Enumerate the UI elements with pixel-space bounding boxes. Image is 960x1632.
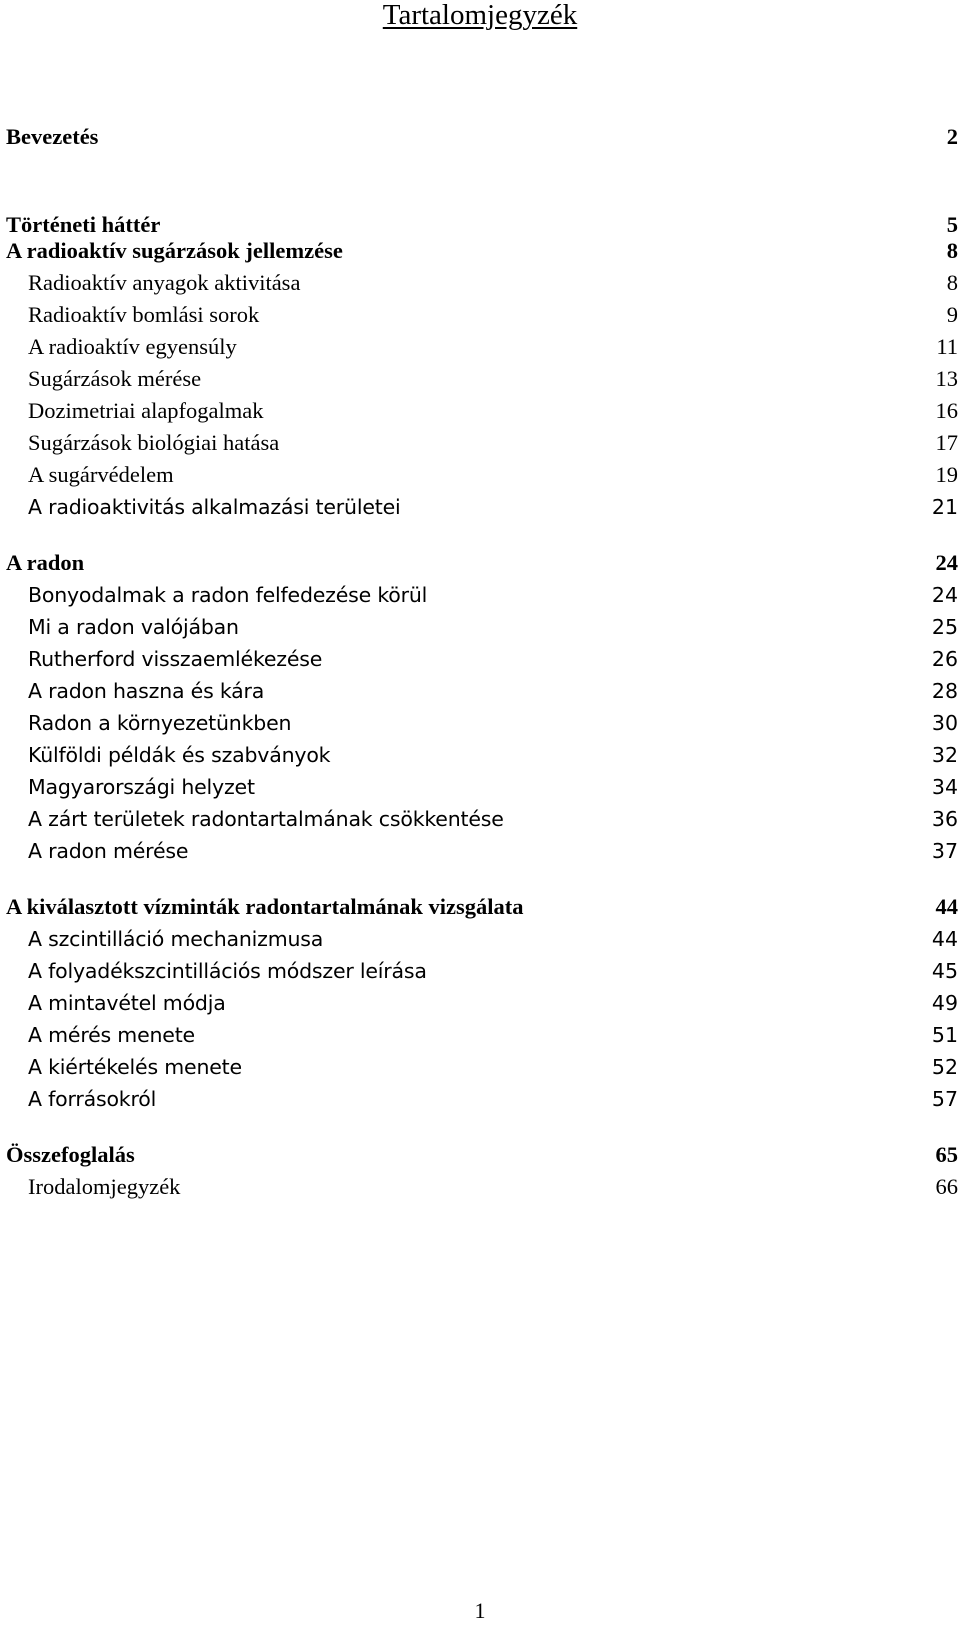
toc-entry-page-number: 2 — [946, 124, 958, 149]
toc-section-entry[interactable] — [0, 235, 960, 267]
toc-entry-label: A radioaktivitás alkalmazási területei — [28, 495, 401, 519]
toc-entry-page-number: 17 — [935, 430, 958, 455]
toc-entry-label: A radioaktív sugárzások jellemzése — [6, 238, 343, 263]
toc-entry-page-number: 30 — [931, 711, 958, 735]
toc-entry-label: Bevezetés — [6, 124, 99, 149]
toc-entry-label: Mi a radon valójában — [28, 615, 239, 639]
toc-entry-label: Történeti háttér — [6, 212, 161, 237]
toc-entry-label: Magyarországi helyzet — [28, 775, 255, 799]
toc-subsection-entry[interactable] — [0, 771, 960, 803]
toc-entry-label: A sugárvédelem — [28, 462, 174, 487]
toc-subsection-entry[interactable] — [0, 675, 960, 707]
toc-entry-page-number: 34 — [931, 775, 958, 799]
page-title: Tartalomjegyzék — [382, 0, 578, 31]
toc-entry-page-number: 8 — [946, 238, 958, 263]
toc-entry-page-number: 8 — [946, 270, 958, 295]
toc-subsection-entry[interactable] — [0, 923, 960, 955]
toc-entry-label: Rutherford visszaemlékezése — [28, 647, 323, 671]
toc-subsection-entry[interactable] — [0, 611, 960, 643]
toc-subsection-entry[interactable] — [0, 987, 960, 1019]
toc-entry-label: A kiértékelés menete — [28, 1055, 242, 1079]
toc-subsection-entry[interactable] — [0, 299, 960, 331]
toc-subsection-entry[interactable] — [0, 803, 960, 835]
toc-entry-page-number: 24 — [931, 583, 958, 607]
toc-subsection-entry[interactable] — [0, 491, 960, 523]
toc-entry-page-number: 16 — [935, 398, 958, 423]
toc-entry-label: A forrásokról — [28, 1087, 157, 1111]
toc-section-entry[interactable] — [0, 891, 960, 923]
toc-subsection-entry[interactable] — [0, 267, 960, 299]
toc-entry-label: Radioaktív anyagok aktivitása — [28, 270, 301, 295]
toc-entry-label: Külföldi példák és szabványok — [28, 743, 331, 767]
toc-entry-page-number: 5 — [946, 212, 958, 237]
toc-entry-label: Dozimetriai alapfogalmak — [28, 398, 264, 423]
toc-entry-page-number: 32 — [931, 743, 958, 767]
toc-entry-page-number: 26 — [931, 647, 958, 671]
toc-entry-page-number: 13 — [935, 366, 958, 391]
toc-entry-page-number: 57 — [931, 1087, 958, 1111]
toc-entry-page-number: 28 — [931, 679, 958, 703]
toc-entry-label: A mérés menete — [28, 1023, 195, 1047]
toc-entry-page-number: 9 — [946, 302, 958, 327]
toc-subsection-entry[interactable] — [0, 835, 960, 867]
toc-entry-label: A szcintilláció mechanizmusa — [28, 927, 324, 951]
toc-entry-label: Radioaktív bomlási sorok — [28, 302, 260, 327]
toc-entry-label: A kiválasztott vízminták radontartalmának vizsgálata — [6, 894, 524, 919]
toc-subsection-entry[interactable] — [0, 427, 960, 459]
toc-entry-page-number: 44 — [935, 894, 958, 919]
toc-entry-page-number: 65 — [935, 1142, 958, 1167]
toc-entry-label: A radon mérése — [28, 839, 189, 863]
toc-section-entry[interactable] — [0, 1139, 960, 1171]
toc-entry-label: Összefoglalás — [6, 1142, 135, 1167]
toc-entry-page-number: 45 — [931, 959, 958, 983]
toc-subsection-entry[interactable] — [0, 643, 960, 675]
page-number: 1 — [474, 1598, 486, 1623]
toc-subsection-entry[interactable] — [0, 579, 960, 611]
toc-entry-page-number: 36 — [931, 807, 958, 831]
toc-entry-page-number: 24 — [935, 550, 958, 575]
toc-entry-label: A radon haszna és kára — [28, 679, 265, 703]
toc-entry-page-number: 19 — [935, 462, 958, 487]
toc-subsection-entry[interactable] — [0, 1083, 960, 1115]
toc-subsection-entry[interactable] — [0, 363, 960, 395]
toc-entry-label: A zárt területek radontartalmának csökkentése — [28, 807, 504, 831]
toc-entry-page-number: 51 — [931, 1023, 958, 1047]
toc-section-entry[interactable] — [0, 121, 960, 153]
toc-subsection-entry[interactable] — [0, 1171, 960, 1203]
toc-entry-page-number: 25 — [931, 615, 958, 639]
toc-entry-page-number: 49 — [931, 991, 958, 1015]
toc-entry-label: A folyadékszcintillációs módszer leírása — [28, 959, 427, 983]
toc-subsection-entry[interactable] — [0, 331, 960, 363]
toc-section-entry[interactable] — [0, 547, 960, 579]
toc-subsection-entry[interactable] — [0, 395, 960, 427]
toc-entry-label: Bonyodalmak a radon felfedezése körül — [28, 583, 428, 607]
toc-subsection-entry[interactable] — [0, 955, 960, 987]
toc-entry-label: A radon — [6, 550, 85, 575]
toc-entry-label: Irodalomjegyzék — [28, 1174, 181, 1199]
toc-entry-label: A mintavétel módja — [28, 991, 226, 1015]
toc-entry-page-number: 52 — [931, 1055, 958, 1079]
toc-subsection-entry[interactable] — [0, 707, 960, 739]
toc-entry-label: A radioaktív egyensúly — [28, 334, 237, 359]
toc-entry-page-number: 11 — [936, 334, 958, 359]
toc-subsection-entry[interactable] — [0, 739, 960, 771]
toc-subsection-entry[interactable] — [0, 1051, 960, 1083]
toc-entry-label: Sugárzások biológiai hatása — [28, 430, 280, 455]
toc-subsection-entry[interactable] — [0, 1019, 960, 1051]
toc-entry-page-number: 37 — [931, 839, 958, 863]
toc-subsection-entry[interactable] — [0, 459, 960, 491]
toc-entry-label: Sugárzások mérése — [28, 366, 202, 391]
toc-entry-page-number: 44 — [931, 927, 958, 951]
toc-entry-page-number: 21 — [931, 495, 958, 519]
toc-entry-page-number: 66 — [935, 1174, 958, 1199]
toc-entry-label: Radon a környezetünkben — [28, 711, 292, 735]
